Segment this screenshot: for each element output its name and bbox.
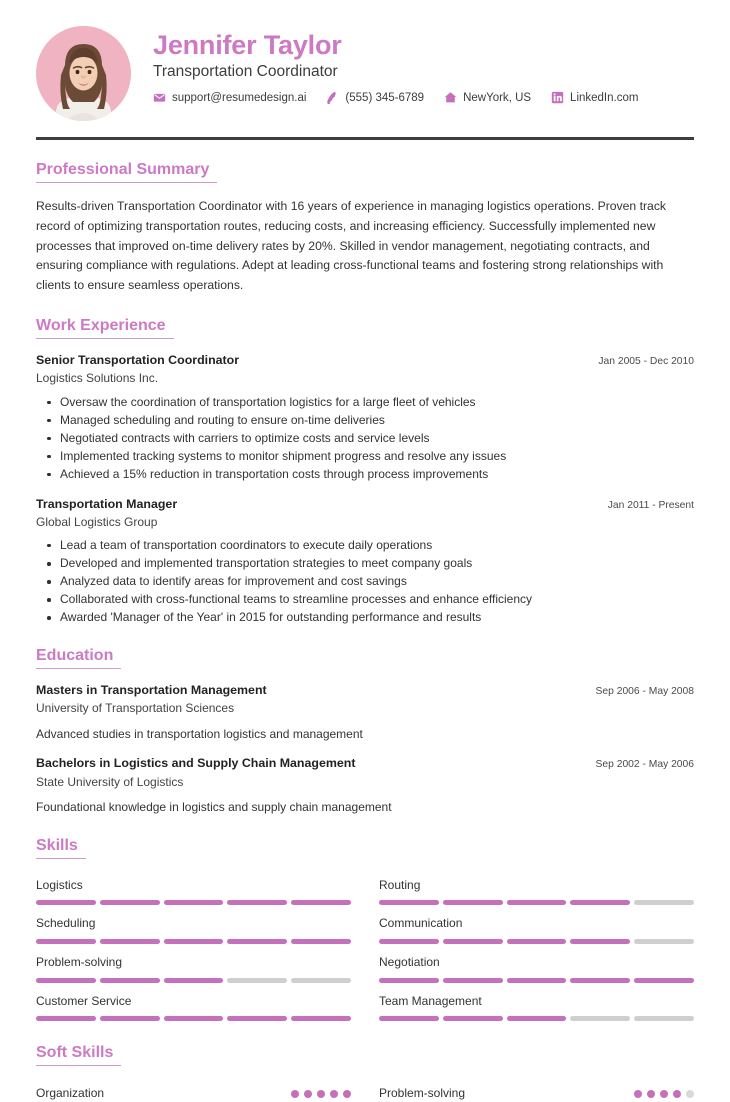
rating-dot — [686, 1090, 694, 1098]
skill-label: Scheduling — [36, 916, 96, 931]
skill-item — [36, 907, 351, 946]
section-title-skills: Skills — [36, 836, 86, 859]
work-entry — [36, 352, 694, 482]
skill-level-segment — [291, 900, 351, 905]
skill-level-segment — [634, 978, 694, 983]
contact-linkedin-text: LinkedIn.com — [570, 91, 639, 104]
list-item: Lead a team of transportation coordinators to execute daily operations — [58, 537, 694, 554]
skill-item — [379, 985, 694, 1024]
skill-level-segment — [227, 1016, 287, 1021]
job-title: Transportation Coordinator — [153, 63, 338, 81]
soft-skill-rating — [634, 1090, 694, 1098]
skill-level-bar — [36, 939, 351, 944]
education-degree: Bachelors in Logistics and Supply Chain Management — [36, 756, 356, 771]
linkedin-icon — [551, 91, 564, 104]
list-item: Awarded 'Manager of the Year' in 2015 for outstanding performance and results — [58, 609, 694, 626]
skill-level-segment — [379, 978, 439, 983]
skill-level-segment — [164, 978, 224, 983]
skill-level-segment — [100, 939, 160, 944]
skill-label: Communication — [379, 916, 463, 931]
education-entry-head — [36, 755, 694, 771]
skill-level-segment — [100, 978, 160, 983]
section-title-summary: Professional Summary — [36, 160, 217, 183]
skill-level-segment — [100, 1016, 160, 1021]
rating-dot — [343, 1090, 351, 1098]
envelope-icon — [153, 91, 166, 104]
header-divider — [36, 137, 694, 140]
skill-level-segment — [227, 939, 287, 944]
work-bullets — [36, 537, 694, 626]
education-entry — [36, 682, 694, 742]
skill-item — [36, 946, 351, 985]
skill-level-segment — [227, 978, 287, 983]
section-skills — [36, 836, 694, 1024]
education-school: University of Transportation Sciences — [36, 701, 235, 716]
rating-dot — [330, 1090, 338, 1098]
list-item: Developed and implemented transportation strategies to meet company goals — [58, 555, 694, 572]
work-company: Global Logistics Group — [36, 514, 158, 529]
rating-dot — [660, 1090, 668, 1098]
skill-label: Routing — [379, 877, 421, 892]
skill-level-segment — [227, 900, 287, 905]
education-school: State University of Logistics — [36, 774, 184, 789]
soft-skills-grid — [36, 1076, 694, 1102]
header-main — [153, 26, 694, 104]
list-item: Analyzed data to identify areas for improvement and cost savings — [58, 573, 694, 590]
rating-dot — [317, 1090, 325, 1098]
skill-level-segment — [164, 900, 224, 905]
rating-dot — [673, 1090, 681, 1098]
skill-level-segment — [379, 1016, 439, 1021]
section-soft-skills — [36, 1043, 694, 1102]
list-item: Negotiated contracts with carriers to optimize costs and service levels — [58, 430, 694, 447]
skill-level-segment — [507, 1016, 567, 1021]
skill-level-segment — [164, 939, 224, 944]
skill-level-segment — [36, 1016, 96, 1021]
contact-phone-text: (555) 345-6789 — [345, 91, 425, 104]
work-entry-head — [36, 496, 694, 512]
skill-level-segment — [443, 939, 503, 944]
contact-linkedin[interactable] — [551, 91, 638, 104]
rating-dot — [291, 1090, 299, 1098]
skill-level-segment — [36, 978, 96, 983]
education-description: Advanced studies in transportation logistics and management — [36, 726, 363, 741]
work-entry-head — [36, 352, 694, 368]
skill-item — [36, 869, 351, 908]
contact-location-text: NewYork, US — [463, 91, 532, 104]
work-bullets — [36, 394, 694, 483]
list-item: Oversaw the coordination of transportation logistics for a large fleet of vehicles — [58, 394, 694, 411]
skill-level-bar — [379, 1016, 694, 1021]
phone-icon — [326, 91, 339, 104]
skill-level-segment — [507, 978, 567, 983]
skill-level-bar — [36, 900, 351, 905]
list-item: Collaborated with cross-functional teams to streamline processes and enhance efficiency — [58, 591, 694, 608]
work-entry — [36, 496, 694, 626]
skill-level-segment — [291, 978, 351, 983]
education-entry-head — [36, 682, 694, 698]
education-date: Sep 2006 - May 2008 — [595, 686, 694, 698]
work-date: Jan 2011 - Present — [607, 499, 694, 511]
skill-level-segment — [634, 1016, 694, 1021]
skill-item — [379, 907, 694, 946]
soft-skill-item — [379, 1076, 694, 1102]
skill-level-segment — [570, 1016, 630, 1021]
skill-level-segment — [570, 939, 630, 944]
skill-label: Customer Service — [36, 993, 132, 1008]
skill-item — [379, 869, 694, 908]
summary-text: Results-driven Transportation Coordinator with 16 years of experience in managing logistics operations. Proven track record of optimizing transportation routes, reducing costs, and increasing efficiency. Successfully implemented new processes that improved on-time delivery rates by 20%. Skilled in vendor management, negotiating contracts, and ensuring compliance with regulations. Adept at leading cross-functional teams and fostering strong relationships with clients to ensure seamless operations. — [36, 199, 667, 293]
page-title: Jennifer Taylor — [153, 30, 342, 60]
contact-row — [153, 91, 694, 104]
skill-level-segment — [634, 939, 694, 944]
skill-level-segment — [164, 1016, 224, 1021]
skill-level-bar — [36, 978, 351, 983]
skill-level-segment — [379, 900, 439, 905]
skill-level-segment — [291, 939, 351, 944]
skill-level-segment — [36, 939, 96, 944]
contact-location[interactable] — [444, 91, 531, 104]
soft-skill-rating — [291, 1090, 351, 1098]
skill-level-segment — [100, 900, 160, 905]
education-description: Foundational knowledge in logistics and supply chain management — [36, 799, 392, 814]
list-item: Implemented tracking systems to monitor shipment progress and resolve any issues — [58, 448, 694, 465]
work-position: Transportation Manager — [36, 496, 178, 511]
skill-level-bar — [379, 900, 694, 905]
work-position: Senior Transportation Coordinator — [36, 353, 240, 368]
section-title-work-experience: Work Experience — [36, 316, 174, 339]
soft-skill-item — [36, 1076, 351, 1102]
skill-item — [379, 946, 694, 985]
skill-label: Logistics — [36, 877, 83, 892]
contact-email-text: support@resumedesign.ai — [172, 91, 307, 104]
skill-level-segment — [570, 978, 630, 983]
skill-level-segment — [443, 900, 503, 905]
skill-level-segment — [507, 900, 567, 905]
section-title-soft-skills: Soft Skills — [36, 1043, 121, 1066]
skill-level-segment — [570, 900, 630, 905]
education-date: Sep 2002 - May 2006 — [595, 759, 694, 771]
skill-level-segment — [36, 900, 96, 905]
rating-dot — [304, 1090, 312, 1098]
section-education — [36, 646, 694, 815]
home-icon — [444, 91, 457, 104]
avatar — [36, 26, 131, 121]
work-date: Jan 2005 - Dec 2010 — [598, 356, 694, 368]
skill-label: Negotiation — [379, 954, 440, 969]
rating-dot — [634, 1090, 642, 1098]
education-entry — [36, 755, 694, 815]
skill-level-bar — [379, 978, 694, 983]
list-item: Achieved a 15% reduction in transportation costs through process improvements — [58, 466, 694, 483]
skills-grid — [36, 869, 694, 1023]
skill-label: Team Management — [379, 993, 482, 1008]
education-degree: Masters in Transportation Management — [36, 683, 267, 698]
skill-level-segment — [291, 1016, 351, 1021]
section-professional-summary — [36, 160, 694, 296]
soft-skill-label: Problem-solving — [379, 1086, 466, 1101]
skill-level-segment — [379, 939, 439, 944]
soft-skill-label: Organization — [36, 1086, 105, 1101]
contact-email[interactable] — [153, 91, 306, 104]
skill-level-bar — [36, 1016, 351, 1021]
skill-level-segment — [507, 939, 567, 944]
skill-level-segment — [443, 978, 503, 983]
skill-level-bar — [379, 939, 694, 944]
section-work-experience — [36, 316, 694, 626]
skill-item — [36, 985, 351, 1024]
resume-header — [36, 26, 694, 131]
section-title-education: Education — [36, 646, 121, 669]
rating-dot — [647, 1090, 655, 1098]
contact-phone[interactable] — [326, 91, 424, 104]
skill-level-segment — [443, 1016, 503, 1021]
work-company: Logistics Solutions Inc. — [36, 371, 159, 386]
list-item: Managed scheduling and routing to ensure on-time deliveries — [58, 412, 694, 429]
skill-level-segment — [634, 900, 694, 905]
skill-label: Problem-solving — [36, 954, 123, 969]
